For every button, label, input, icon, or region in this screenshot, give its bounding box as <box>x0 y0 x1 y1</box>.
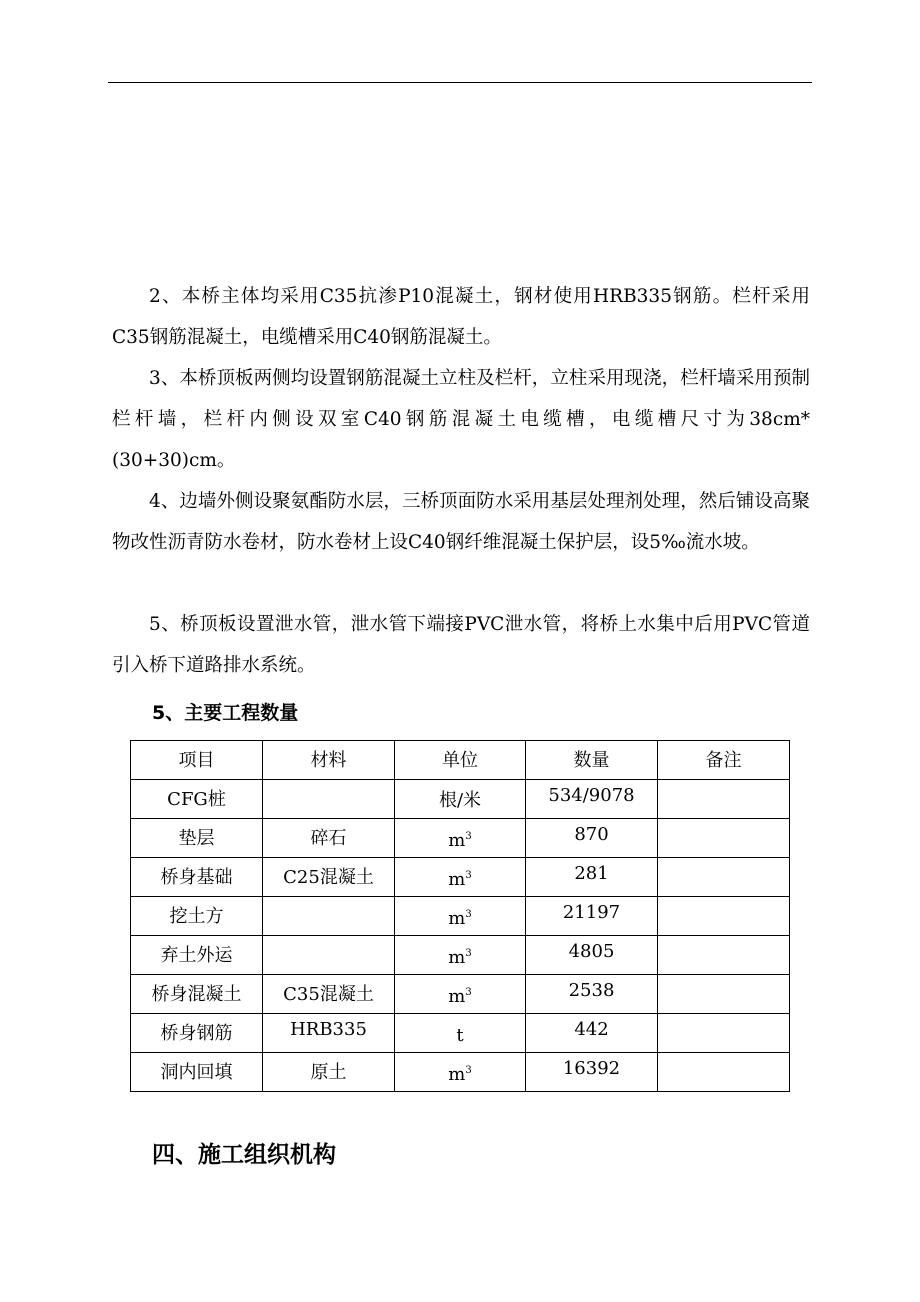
material-cell-text: HRB335 <box>290 1019 367 1040</box>
table-row <box>131 819 790 858</box>
header-rule <box>108 82 812 83</box>
quantity-cell-text: 870 <box>574 824 609 845</box>
unit-cell-text: m <box>448 908 466 929</box>
unit-cell-text: m <box>448 1064 466 1085</box>
table-row <box>131 1014 790 1053</box>
unit-cell <box>395 897 526 936</box>
note-cell <box>658 1053 790 1092</box>
material-cell-text: C35混凝土 <box>283 984 374 1005</box>
table-row <box>131 858 790 897</box>
quantity-cell <box>526 975 658 1014</box>
unit-cell <box>395 780 526 819</box>
unit-exponent: 3 <box>465 987 472 998</box>
item-cell-text: CFG桩 <box>167 789 226 810</box>
material-cell <box>263 780 395 819</box>
item-cell-text: 桥身钢筋 <box>160 1023 233 1044</box>
quantity-cell-text: 2538 <box>568 980 615 1001</box>
unit-cell-text: m <box>448 869 466 890</box>
note-cell <box>658 975 790 1014</box>
material-cell <box>263 975 395 1014</box>
quantity-cell <box>526 819 658 858</box>
unit-cell-text: m <box>448 947 466 968</box>
header-unit: 单位 <box>395 741 526 780</box>
note-cell <box>658 936 790 975</box>
paragraph-materials: 2、本桥主体均采用C35抗渗P10混凝土，钢材使用HRB335钢筋。栏杆采用C35钢筋混凝土，电缆槽采用C40钢筋混凝土。 <box>112 286 810 348</box>
material-cell <box>263 858 395 897</box>
unit-cell <box>395 1053 526 1092</box>
table-row <box>131 780 790 819</box>
material-cell <box>263 897 395 936</box>
unit-cell <box>395 1014 526 1053</box>
item-cell <box>131 819 263 858</box>
quantity-cell-text: 4805 <box>568 941 615 962</box>
item-cell-text: 桥身基础 <box>160 867 233 888</box>
unit-cell-text: m <box>448 986 466 1007</box>
paragraph-drainage: 5、桥顶板设置泄水管，泄水管下端接PVC泄水管，将桥上水集中后用PVC管道引入桥下道路排水系统。 <box>112 614 810 676</box>
unit-cell <box>395 819 526 858</box>
table-row <box>131 936 790 975</box>
paragraph-railing: 3、本桥顶板两侧均设置钢筋混凝土立柱及栏杆，立柱采用现浇，栏杆墙采用预制栏杆墙，栏杆内侧设双室C40钢筋混凝土电缆槽，电缆槽尺寸为38cm*(30+30)cm。 <box>112 368 810 471</box>
quantity-cell-text: 281 <box>574 863 609 884</box>
item-cell-text: 弃土外运 <box>160 945 233 966</box>
material-cell-text: 原土 <box>310 1062 347 1083</box>
note-cell <box>658 858 790 897</box>
material-cell-text: 碎石 <box>310 828 347 849</box>
note-cell <box>658 780 790 819</box>
quantities-table <box>130 740 790 1092</box>
item-cell-text: 桥身混凝土 <box>151 984 242 1005</box>
table-row <box>131 975 790 1014</box>
quantity-cell-text: 442 <box>574 1019 609 1040</box>
item-cell <box>131 897 263 936</box>
paragraph-waterproofing: 4、边墙外侧设聚氨酯防水层，三桥顶面防水采用基层处理剂处理，然后铺设高聚物改性沥青防水卷材，防水卷材上设C40钢纤维混凝土保护层，设5‰流水坡。 <box>112 491 810 553</box>
item-cell <box>131 1014 263 1053</box>
header-material: 材料 <box>263 741 395 780</box>
unit-exponent: 3 <box>465 870 472 881</box>
item-cell <box>131 780 263 819</box>
item-cell <box>131 936 263 975</box>
section-heading: 5、主要工程数量 <box>152 702 299 724</box>
item-cell <box>131 1053 263 1092</box>
unit-exponent: 3 <box>465 1065 472 1076</box>
table-row <box>131 897 790 936</box>
item-cell <box>131 975 263 1014</box>
quantity-cell <box>526 780 658 819</box>
unit-cell <box>395 858 526 897</box>
item-cell-text: 垫层 <box>178 828 215 849</box>
unit-cell <box>395 975 526 1014</box>
chapter-heading: 四、施工组织机构 <box>152 1142 336 1168</box>
material-cell <box>263 1014 395 1053</box>
material-cell <box>263 819 395 858</box>
quantity-cell <box>526 897 658 936</box>
material-cell <box>263 1053 395 1092</box>
note-cell <box>658 1014 790 1053</box>
item-cell-text: 洞内回填 <box>160 1062 233 1083</box>
unit-exponent: 3 <box>465 909 472 920</box>
note-cell <box>658 819 790 858</box>
header-note: 备注 <box>658 741 790 780</box>
item-cell <box>131 858 263 897</box>
table-row <box>131 1053 790 1092</box>
unit-exponent: 3 <box>465 831 472 842</box>
quantity-cell <box>526 1014 658 1053</box>
header-item: 项目 <box>131 741 263 780</box>
unit-cell-text: t <box>456 1025 464 1046</box>
unit-cell-text: 根/米 <box>438 790 482 811</box>
item-cell-text: 挖土方 <box>169 906 224 927</box>
quantity-cell-text: 16392 <box>562 1058 621 1079</box>
header-quantity: 数量 <box>526 741 658 780</box>
unit-cell <box>395 936 526 975</box>
quantity-cell <box>526 858 658 897</box>
material-cell-text: C25混凝土 <box>283 867 374 888</box>
unit-cell-text: m <box>448 830 466 851</box>
note-cell <box>658 897 790 936</box>
material-cell <box>263 936 395 975</box>
table-header-row <box>131 741 790 780</box>
quantity-cell <box>526 936 658 975</box>
quantity-cell <box>526 1053 658 1092</box>
quantity-cell-text: 21197 <box>562 902 621 923</box>
unit-exponent: 3 <box>465 948 472 959</box>
quantity-cell-text: 534/9078 <box>548 785 635 806</box>
